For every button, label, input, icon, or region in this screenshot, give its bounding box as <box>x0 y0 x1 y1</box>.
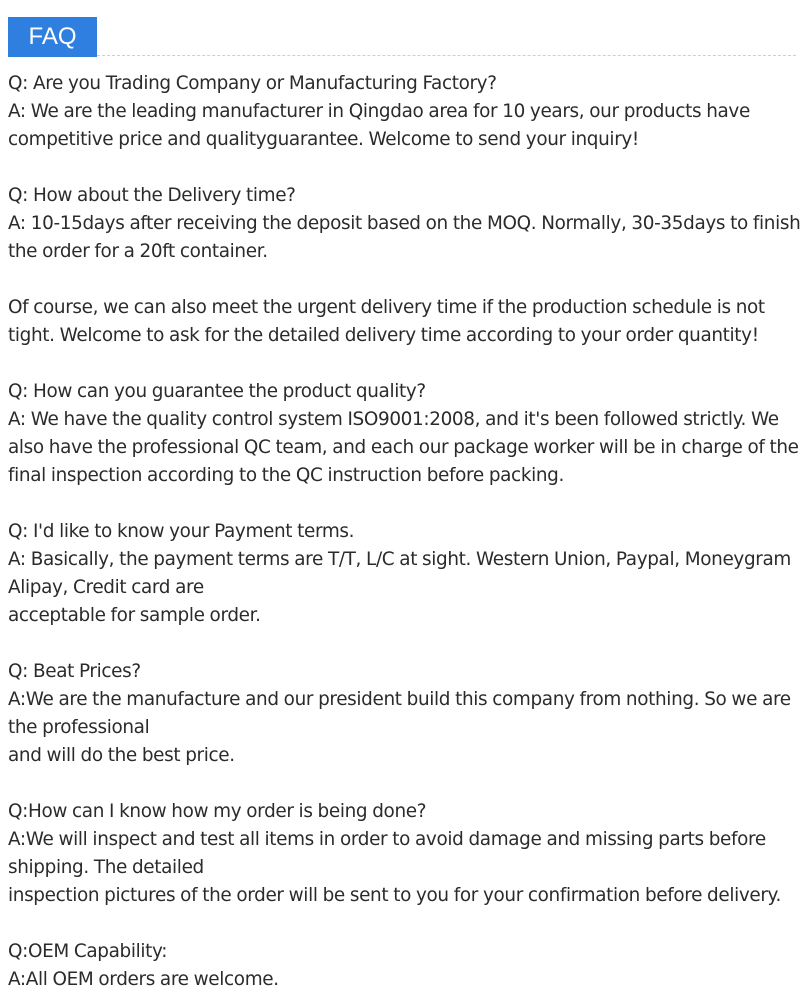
header-divider <box>97 55 796 56</box>
faq-title-badge: FAQ <box>8 17 97 57</box>
faq-question: Q:OEM Capability: <box>8 941 168 962</box>
faq-answer: A: 10-15days after receiving the deposit based on the MOQ. Normally, 30-35days to finish <box>8 213 800 234</box>
block-spacer <box>8 630 798 658</box>
faq-answer: A:All OEM orders are welcome. <box>8 969 279 990</box>
faq-answer: the order for a 20ft container. <box>8 241 268 262</box>
faq-answer: inspection pictures of the order will be sent to you for your confirmation before delivery. <box>8 885 781 906</box>
block-spacer <box>8 490 798 518</box>
block-spacer <box>8 350 798 378</box>
faq-question: Q:How can I know how my order is being done? <box>8 801 427 822</box>
faq-answer: and will do the best price. <box>8 745 235 766</box>
faq-answer: tight. Welcome to ask for the detailed delivery time according to your order quantity! <box>8 325 759 346</box>
faq-question: Q: How about the Delivery time? <box>8 185 296 206</box>
faq-answer: Of course, we can also meet the urgent delivery time if the production schedule is not <box>8 297 765 318</box>
faq-block <box>8 378 798 490</box>
faq-answer: competitive price and qualityguarantee. Welcome to send your inquiry! <box>8 129 639 150</box>
faq-block <box>8 70 798 154</box>
faq-answer: the professional <box>8 717 150 738</box>
faq-answer: final inspection according to the QC instruction before packing. <box>8 465 565 486</box>
faq-question: Q: How can you guarantee the product quality? <box>8 381 426 402</box>
faq-answer: shipping. The detailed <box>8 857 204 878</box>
faq-question: Q: Beat Prices? <box>8 661 141 682</box>
faq-block <box>8 294 798 350</box>
block-spacer <box>8 154 798 182</box>
faq-block <box>8 658 798 770</box>
faq-answer: A: We have the quality control system ISO9001:2008, and it's been followed strictly. We <box>8 409 779 430</box>
block-spacer <box>8 910 798 938</box>
faq-answer: acceptable for sample order. <box>8 605 261 626</box>
faq-header <box>8 17 796 57</box>
faq-block <box>8 182 798 266</box>
faq-answer: A:We will inspect and test all items in order to avoid damage and missing parts before <box>8 829 766 850</box>
block-spacer <box>8 770 798 798</box>
faq-answer: Alipay, Credit card are <box>8 577 204 598</box>
faq-content <box>8 70 798 994</box>
faq-block <box>8 798 798 910</box>
faq-block <box>8 518 798 630</box>
faq-question: Q: I'd like to know your Payment terms. <box>8 521 355 542</box>
faq-answer: also have the professional QC team, and each our package worker will be in charge of the <box>8 437 799 458</box>
faq-answer: A: Basically, the payment terms are T/T, L/C at sight. Western Union, Paypal, Moneygram <box>8 549 791 570</box>
faq-question: Q: Are you Trading Company or Manufacturing Factory? <box>8 73 497 94</box>
faq-block <box>8 938 798 994</box>
block-spacer <box>8 266 798 294</box>
faq-answer: A:We are the manufacture and our president build this company from nothing. So we are <box>8 689 791 710</box>
faq-answer: A: We are the leading manufacturer in Qingdao area for 10 years, our products have <box>8 101 750 122</box>
